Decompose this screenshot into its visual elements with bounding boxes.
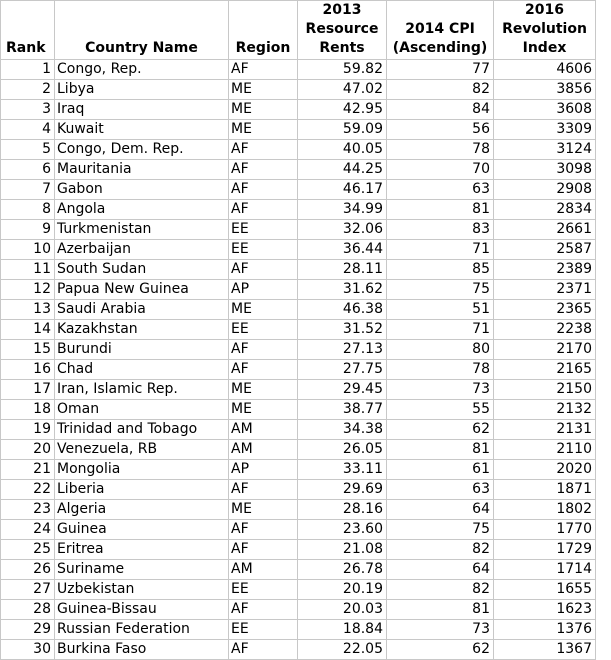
cell-cpi: 82 [387,580,494,600]
cell-revolution-index: 2165 [494,360,596,380]
header-line: Rank [6,40,46,56]
cell-resource-rents: 22.05 [298,640,387,660]
cell-rank: 20 [1,440,55,460]
header-line: Rents [319,40,365,56]
cell-rank: 29 [1,620,55,640]
table-row [1,360,596,380]
table-row [1,480,596,500]
cell-rank: 28 [1,600,55,620]
cell-resource-rents: 44.25 [298,160,387,180]
cell-country-name: Kazakhstan [55,320,229,340]
table-header [1,1,596,60]
cell-revolution-index: 4606 [494,60,596,80]
cell-country-name: Mongolia [55,460,229,480]
cell-cpi: 71 [387,320,494,340]
cell-rank: 30 [1,640,55,660]
cell-country-name: South Sudan [55,260,229,280]
cell-revolution-index: 2389 [494,260,596,280]
cell-region: AF [229,200,298,220]
header-line: Country Name [85,40,198,56]
header-region [229,1,298,60]
cell-cpi: 81 [387,200,494,220]
table-row [1,260,596,280]
cell-country-name: Saudi Arabia [55,300,229,320]
cell-revolution-index: 1729 [494,540,596,560]
cell-revolution-index: 2661 [494,220,596,240]
cell-revolution-index: 2238 [494,320,596,340]
cell-region: AF [229,140,298,160]
cell-country-name: Uzbekistan [55,580,229,600]
cell-resource-rents: 18.84 [298,620,387,640]
table-row [1,500,596,520]
cell-resource-rents: 28.16 [298,500,387,520]
cell-country-name: Mauritania [55,160,229,180]
cell-revolution-index: 3124 [494,140,596,160]
cell-region: AF [229,160,298,180]
cell-resource-rents: 28.11 [298,260,387,280]
cell-rank: 13 [1,300,55,320]
table-row [1,200,596,220]
header-revolution-index [494,1,596,60]
table-row [1,320,596,340]
cell-resource-rents: 21.08 [298,540,387,560]
cell-resource-rents: 26.78 [298,560,387,580]
cell-region: EE [229,320,298,340]
cell-resource-rents: 38.77 [298,400,387,420]
cell-revolution-index: 1802 [494,500,596,520]
table-row [1,220,596,240]
cell-rank: 21 [1,460,55,480]
table-row [1,640,596,660]
cell-resource-rents: 46.17 [298,180,387,200]
cell-rank: 11 [1,260,55,280]
table-row [1,100,596,120]
cell-resource-rents: 26.05 [298,440,387,460]
cell-resource-rents: 32.06 [298,220,387,240]
table-row [1,300,596,320]
header-line: Revolution [502,21,587,37]
cell-revolution-index: 2365 [494,300,596,320]
cell-cpi: 81 [387,600,494,620]
cell-rank: 12 [1,280,55,300]
cell-resource-rents: 23.60 [298,520,387,540]
cell-rank: 16 [1,360,55,380]
cell-resource-rents: 31.52 [298,320,387,340]
cell-cpi: 61 [387,460,494,480]
cell-country-name: Trinidad and Tobago [55,420,229,440]
header-row [1,1,596,60]
table-row [1,240,596,260]
cell-revolution-index: 1871 [494,480,596,500]
table-row [1,280,596,300]
cell-revolution-index: 2132 [494,400,596,420]
cell-resource-rents: 36.44 [298,240,387,260]
cell-country-name: Oman [55,400,229,420]
cell-resource-rents: 47.02 [298,80,387,100]
cell-country-name: Russian Federation [55,620,229,640]
cell-country-name: Gabon [55,180,229,200]
cell-region: AM [229,420,298,440]
cell-region: EE [229,220,298,240]
cell-cpi: 82 [387,80,494,100]
table-row [1,420,596,440]
cell-cpi: 70 [387,160,494,180]
cell-region: AF [229,260,298,280]
cell-revolution-index: 2371 [494,280,596,300]
cell-resource-rents: 42.95 [298,100,387,120]
cell-cpi: 82 [387,540,494,560]
cell-region: AP [229,280,298,300]
cell-country-name: Liberia [55,480,229,500]
header-cpi [387,1,494,60]
cell-region: ME [229,380,298,400]
cell-cpi: 75 [387,520,494,540]
cell-rank: 9 [1,220,55,240]
cell-cpi: 55 [387,400,494,420]
header-country-name [55,1,229,60]
cell-country-name: Kuwait [55,120,229,140]
table-row [1,520,596,540]
cell-country-name: Papua New Guinea [55,280,229,300]
table-row [1,580,596,600]
cell-resource-rents: 46.38 [298,300,387,320]
table-row [1,540,596,560]
cell-resource-rents: 34.38 [298,420,387,440]
cell-resource-rents: 20.19 [298,580,387,600]
cell-revolution-index: 1770 [494,520,596,540]
cell-revolution-index: 2131 [494,420,596,440]
cell-country-name: Suriname [55,560,229,580]
cell-revolution-index: 2020 [494,460,596,480]
cell-country-name: Eritrea [55,540,229,560]
cell-country-name: Iran, Islamic Rep. [55,380,229,400]
cell-revolution-index: 2587 [494,240,596,260]
cell-cpi: 71 [387,240,494,260]
cell-revolution-index: 2834 [494,200,596,220]
cell-region: EE [229,620,298,640]
cell-cpi: 56 [387,120,494,140]
cell-cpi: 78 [387,360,494,380]
table-row [1,120,596,140]
cell-region: ME [229,120,298,140]
cell-region: AP [229,460,298,480]
cell-rank: 18 [1,400,55,420]
cell-resource-rents: 33.11 [298,460,387,480]
cell-region: ME [229,400,298,420]
table-row [1,600,596,620]
table-row [1,380,596,400]
cell-cpi: 63 [387,180,494,200]
cell-revolution-index: 3608 [494,100,596,120]
cell-rank: 24 [1,520,55,540]
table-row [1,560,596,580]
cell-rank: 23 [1,500,55,520]
table-row [1,140,596,160]
table-row [1,460,596,480]
cell-country-name: Algeria [55,500,229,520]
cell-resource-rents: 40.05 [298,140,387,160]
cell-resource-rents: 34.99 [298,200,387,220]
cell-country-name: Iraq [55,100,229,120]
cell-region: AF [229,60,298,80]
cell-rank: 4 [1,120,55,140]
cell-resource-rents: 29.69 [298,480,387,500]
cell-revolution-index: 1376 [494,620,596,640]
cell-region: AM [229,440,298,460]
cell-revolution-index: 1714 [494,560,596,580]
cell-cpi: 77 [387,60,494,80]
cell-cpi: 64 [387,560,494,580]
cell-cpi: 73 [387,380,494,400]
cell-rank: 15 [1,340,55,360]
cell-country-name: Burkina Faso [55,640,229,660]
cell-cpi: 83 [387,220,494,240]
table-row [1,440,596,460]
cell-resource-rents: 31.62 [298,280,387,300]
table-row [1,160,596,180]
cell-resource-rents: 29.45 [298,380,387,400]
cell-region: AF [229,360,298,380]
cell-cpi: 73 [387,620,494,640]
cell-rank: 3 [1,100,55,120]
cell-country-name: Libya [55,80,229,100]
cell-country-name: Angola [55,200,229,220]
cell-revolution-index: 2110 [494,440,596,460]
table-body [1,60,596,660]
cell-region: AF [229,640,298,660]
cell-rank: 1 [1,60,55,80]
header-resource-rents [298,1,387,60]
header-line: 2013 [322,2,362,18]
cell-cpi: 62 [387,640,494,660]
table-row [1,400,596,420]
cell-region: AF [229,600,298,620]
cell-rank: 5 [1,140,55,160]
cell-revolution-index: 2150 [494,380,596,400]
cell-cpi: 51 [387,300,494,320]
cell-resource-rents: 27.75 [298,360,387,380]
cell-region: AM [229,560,298,580]
cell-cpi: 85 [387,260,494,280]
cell-cpi: 81 [387,440,494,460]
cell-revolution-index: 1367 [494,640,596,660]
cell-cpi: 84 [387,100,494,120]
cell-region: ME [229,300,298,320]
cell-rank: 8 [1,200,55,220]
cell-cpi: 64 [387,500,494,520]
cell-region: EE [229,580,298,600]
table-row [1,180,596,200]
cell-cpi: 63 [387,480,494,500]
cell-region: EE [229,240,298,260]
cell-region: AF [229,180,298,200]
cell-region: ME [229,80,298,100]
cell-revolution-index: 2908 [494,180,596,200]
cell-country-name: Congo, Dem. Rep. [55,140,229,160]
cell-revolution-index: 3098 [494,160,596,180]
header-line: 2014 CPI [405,21,475,37]
table-row [1,340,596,360]
cell-revolution-index: 1655 [494,580,596,600]
header-line: Resource [305,21,379,37]
cell-rank: 17 [1,380,55,400]
cell-region: ME [229,500,298,520]
header-line: 2016 [525,2,564,18]
cell-country-name: Turkmenistan [55,220,229,240]
cell-region: AF [229,540,298,560]
cell-rank: 26 [1,560,55,580]
header-rank [1,1,55,60]
cell-region: AF [229,520,298,540]
cell-resource-rents: 59.82 [298,60,387,80]
cell-country-name: Congo, Rep. [55,60,229,80]
cell-rank: 19 [1,420,55,440]
cell-rank: 10 [1,240,55,260]
cell-cpi: 75 [387,280,494,300]
cell-country-name: Chad [55,360,229,380]
cell-region: ME [229,100,298,120]
header-line: Index [522,40,567,56]
header-line: (Ascending) [392,40,488,56]
cell-country-name: Burundi [55,340,229,360]
cell-cpi: 78 [387,140,494,160]
header-line: Region [235,40,291,56]
cell-region: AF [229,480,298,500]
cell-revolution-index: 3309 [494,120,596,140]
cell-country-name: Guinea-Bissau [55,600,229,620]
cell-revolution-index: 3856 [494,80,596,100]
table-row [1,60,596,80]
cell-cpi: 80 [387,340,494,360]
cell-rank: 2 [1,80,55,100]
table-row [1,80,596,100]
cell-rank: 22 [1,480,55,500]
cell-rank: 25 [1,540,55,560]
cell-country-name: Azerbaijan [55,240,229,260]
cell-rank: 14 [1,320,55,340]
cell-resource-rents: 27.13 [298,340,387,360]
cell-country-name: Venezuela, RB [55,440,229,460]
cell-cpi: 62 [387,420,494,440]
cell-region: AF [229,340,298,360]
cell-revolution-index: 2170 [494,340,596,360]
cell-country-name: Guinea [55,520,229,540]
cell-rank: 27 [1,580,55,600]
table-row [1,620,596,640]
cell-rank: 6 [1,160,55,180]
cell-rank: 7 [1,180,55,200]
cell-revolution-index: 1623 [494,600,596,620]
cell-resource-rents: 20.03 [298,600,387,620]
cell-resource-rents: 59.09 [298,120,387,140]
